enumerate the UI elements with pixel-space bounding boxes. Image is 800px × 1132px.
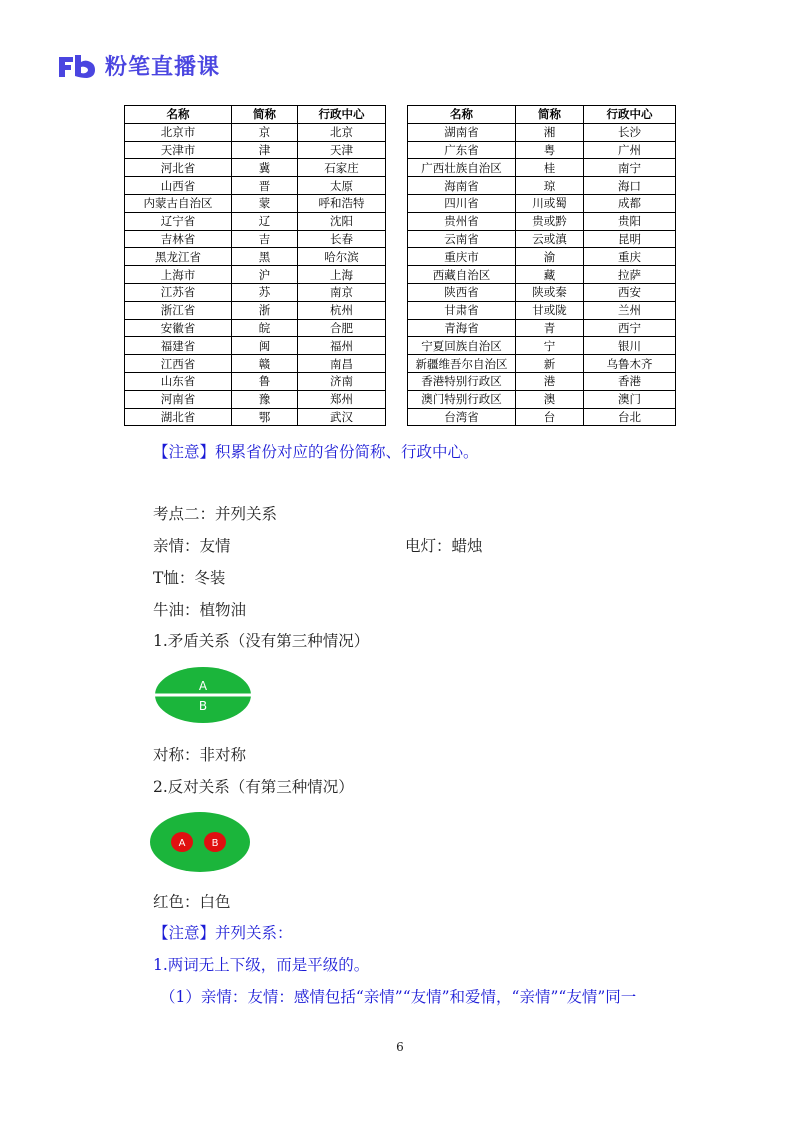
table-row	[125, 319, 386, 337]
label-a: A	[178, 838, 186, 849]
table-cell: 银川	[584, 337, 676, 355]
table-cell: 台	[516, 408, 584, 426]
table-cell: 澳门	[584, 390, 676, 408]
table-cell: 陕西省	[408, 283, 516, 301]
table-row	[125, 123, 386, 141]
table-cell: 台北	[584, 408, 676, 426]
example-niuyou: 牛油：植物油	[153, 601, 247, 619]
table-cell: 青	[516, 319, 584, 337]
table-row	[408, 159, 676, 177]
table-cell: 郑州	[298, 390, 386, 408]
table-cell: 成都	[584, 194, 676, 212]
table-cell: 太原	[298, 177, 386, 195]
table-row	[408, 408, 676, 426]
table-row	[408, 390, 676, 408]
table-cell: 江西省	[125, 355, 232, 373]
table-cell: 内蒙古自治区	[125, 194, 232, 212]
table-cell: 湖南省	[408, 123, 516, 141]
table-cell: 北京	[298, 123, 386, 141]
table-row	[125, 337, 386, 355]
table-cell: 昆明	[584, 230, 676, 248]
label-a: A	[198, 679, 208, 693]
contradiction-diagram	[152, 664, 254, 726]
table-header-row	[408, 106, 676, 124]
table-cell: 粤	[516, 141, 584, 159]
table-row	[408, 212, 676, 230]
table-cell: 辽宁省	[125, 212, 232, 230]
note-provinces: 【注意】积累省份对应的省份简称、行政中心。	[153, 443, 479, 461]
table-cell: 豫	[232, 390, 298, 408]
table-row	[125, 159, 386, 177]
table-cell: 青海省	[408, 319, 516, 337]
table-cell: 哈尔滨	[298, 248, 386, 266]
table-row	[125, 390, 386, 408]
table-cell: 甘或陇	[516, 301, 584, 319]
table-row	[125, 283, 386, 301]
table-cell: 贵州省	[408, 212, 516, 230]
table-cell: 黑	[232, 248, 298, 266]
table-cell: 赣	[232, 355, 298, 373]
province-table-right	[407, 105, 676, 426]
table-cell: 济南	[298, 372, 386, 390]
table-cell: 西宁	[584, 319, 676, 337]
table-cell: 广东省	[408, 141, 516, 159]
note-parallel: 【注意】并列关系：	[153, 924, 293, 942]
table-row	[408, 123, 676, 141]
column-header: 简称	[516, 106, 584, 124]
table-cell: 长沙	[584, 123, 676, 141]
table-cell: 南京	[298, 283, 386, 301]
table-cell: 石家庄	[298, 159, 386, 177]
table-cell: 南昌	[298, 355, 386, 373]
table-cell: 晋	[232, 177, 298, 195]
table-cell: 吉林省	[125, 230, 232, 248]
table-cell: 皖	[232, 319, 298, 337]
table-row	[125, 212, 386, 230]
table-cell: 长春	[298, 230, 386, 248]
table-cell: 拉萨	[584, 266, 676, 284]
table-row	[408, 177, 676, 195]
table-row	[408, 355, 676, 373]
table-cell: 鄂	[232, 408, 298, 426]
table-cell: 新	[516, 355, 584, 373]
table-row	[408, 141, 676, 159]
table-cell: 呼和浩特	[298, 194, 386, 212]
table-cell: 山东省	[125, 372, 232, 390]
table-row	[408, 372, 676, 390]
table-cell: 上海市	[125, 266, 232, 284]
table-cell: 香港特别行政区	[408, 372, 516, 390]
table-cell: 河北省	[125, 159, 232, 177]
table-cell: 海南省	[408, 177, 516, 195]
table-cell: 渝	[516, 248, 584, 266]
table-cell: 重庆市	[408, 248, 516, 266]
brand-name: 粉笔直播课	[105, 55, 221, 80]
note-item-1-sub: （1）亲情：友情：感情包括“亲情”“友情”和爱情，“亲情”“友情”同一	[160, 988, 637, 1006]
table-cell: 香港	[584, 372, 676, 390]
label-b: B	[198, 699, 208, 713]
table-cell: 宁	[516, 337, 584, 355]
example-duichen: 对称：非对称	[153, 746, 247, 764]
table-cell: 冀	[232, 159, 298, 177]
label-b: B	[211, 838, 219, 849]
table-row	[408, 283, 676, 301]
table-cell: 港	[516, 372, 584, 390]
table-cell: 乌鲁木齐	[584, 355, 676, 373]
table-row	[125, 230, 386, 248]
province-table-left	[124, 105, 386, 426]
table-cell: 西安	[584, 283, 676, 301]
table-cell: 吉	[232, 230, 298, 248]
table-cell: 四川省	[408, 194, 516, 212]
column-header: 名称	[408, 106, 516, 124]
example-hongse: 红色：白色	[153, 893, 231, 911]
table-row	[125, 355, 386, 373]
example-txu: T恤：冬装	[153, 569, 226, 587]
table-cell: 贵或黔	[516, 212, 584, 230]
table-cell: 杭州	[298, 301, 386, 319]
table-cell: 南宁	[584, 159, 676, 177]
table-cell: 蒙	[232, 194, 298, 212]
table-cell: 苏	[232, 283, 298, 301]
table-cell: 沪	[232, 266, 298, 284]
table-cell: 辽	[232, 212, 298, 230]
column-header: 简称	[232, 106, 298, 124]
table-row	[125, 372, 386, 390]
table-cell: 合肥	[298, 319, 386, 337]
table-header-row	[125, 106, 386, 124]
table-row	[408, 319, 676, 337]
table-cell: 陕或秦	[516, 283, 584, 301]
table-cell: 江苏省	[125, 283, 232, 301]
table-row	[408, 266, 676, 284]
table-cell: 湘	[516, 123, 584, 141]
table-cell: 云或滇	[516, 230, 584, 248]
table-cell: 台湾省	[408, 408, 516, 426]
opposite-title: 2.反对关系（有第三种情况）	[153, 778, 354, 796]
table-cell: 浙江省	[125, 301, 232, 319]
table-cell: 天津	[298, 141, 386, 159]
table-cell: 澳门特别行政区	[408, 390, 516, 408]
contradiction-title: 1.矛盾关系（没有第三种情况）	[153, 632, 370, 650]
table-cell: 湖北省	[125, 408, 232, 426]
table-row	[125, 408, 386, 426]
table-row	[125, 266, 386, 284]
table-cell: 北京市	[125, 123, 232, 141]
example-diandeng: 电灯：蜡烛	[405, 537, 483, 555]
column-header: 行政中心	[584, 106, 676, 124]
table-cell: 广西壮族自治区	[408, 159, 516, 177]
table-row	[125, 141, 386, 159]
table-cell: 藏	[516, 266, 584, 284]
page-number: 6	[396, 1040, 404, 1054]
table-row	[125, 194, 386, 212]
example-qinqing: 亲情：友情	[153, 537, 231, 555]
note-item-1: 1.两词无上下级，而是平级的。	[153, 956, 370, 974]
table-cell: 新疆维吾尔自治区	[408, 355, 516, 373]
table-cell: 福建省	[125, 337, 232, 355]
table-row	[408, 337, 676, 355]
table-cell: 云南省	[408, 230, 516, 248]
table-cell: 澳	[516, 390, 584, 408]
green-oval	[150, 812, 250, 872]
table-cell: 甘肃省	[408, 301, 516, 319]
table-cell: 福州	[298, 337, 386, 355]
opposite-diagram	[148, 810, 252, 874]
point2-title: 考点二：并列关系	[153, 505, 278, 523]
table-row	[408, 194, 676, 212]
column-header: 名称	[125, 106, 232, 124]
table-cell: 京	[232, 123, 298, 141]
table-cell: 桂	[516, 159, 584, 177]
table-cell: 闽	[232, 337, 298, 355]
table-row	[408, 248, 676, 266]
table-cell: 兰州	[584, 301, 676, 319]
table-cell: 浙	[232, 301, 298, 319]
table-cell: 河南省	[125, 390, 232, 408]
table-cell: 贵阳	[584, 212, 676, 230]
table-cell: 沈阳	[298, 212, 386, 230]
table-cell: 津	[232, 141, 298, 159]
brand-logo	[57, 50, 220, 81]
table-cell: 重庆	[584, 248, 676, 266]
table-cell: 西藏自治区	[408, 266, 516, 284]
table-cell: 川或蜀	[516, 194, 584, 212]
column-header: 行政中心	[298, 106, 386, 124]
table-row	[408, 230, 676, 248]
table-cell: 安徽省	[125, 319, 232, 337]
table-cell: 广州	[584, 141, 676, 159]
table-cell: 武汉	[298, 408, 386, 426]
table-cell: 鲁	[232, 372, 298, 390]
table-row	[125, 248, 386, 266]
table-row	[125, 177, 386, 195]
table-cell: 琼	[516, 177, 584, 195]
table-row	[125, 301, 386, 319]
table-cell: 宁夏回族自治区	[408, 337, 516, 355]
table-cell: 上海	[298, 266, 386, 284]
table-cell: 天津市	[125, 141, 232, 159]
table-cell: 山西省	[125, 177, 232, 195]
table-cell: 海口	[584, 177, 676, 195]
fb-logo-icon	[57, 53, 97, 79]
table-row	[408, 301, 676, 319]
table-cell: 黑龙江省	[125, 248, 232, 266]
